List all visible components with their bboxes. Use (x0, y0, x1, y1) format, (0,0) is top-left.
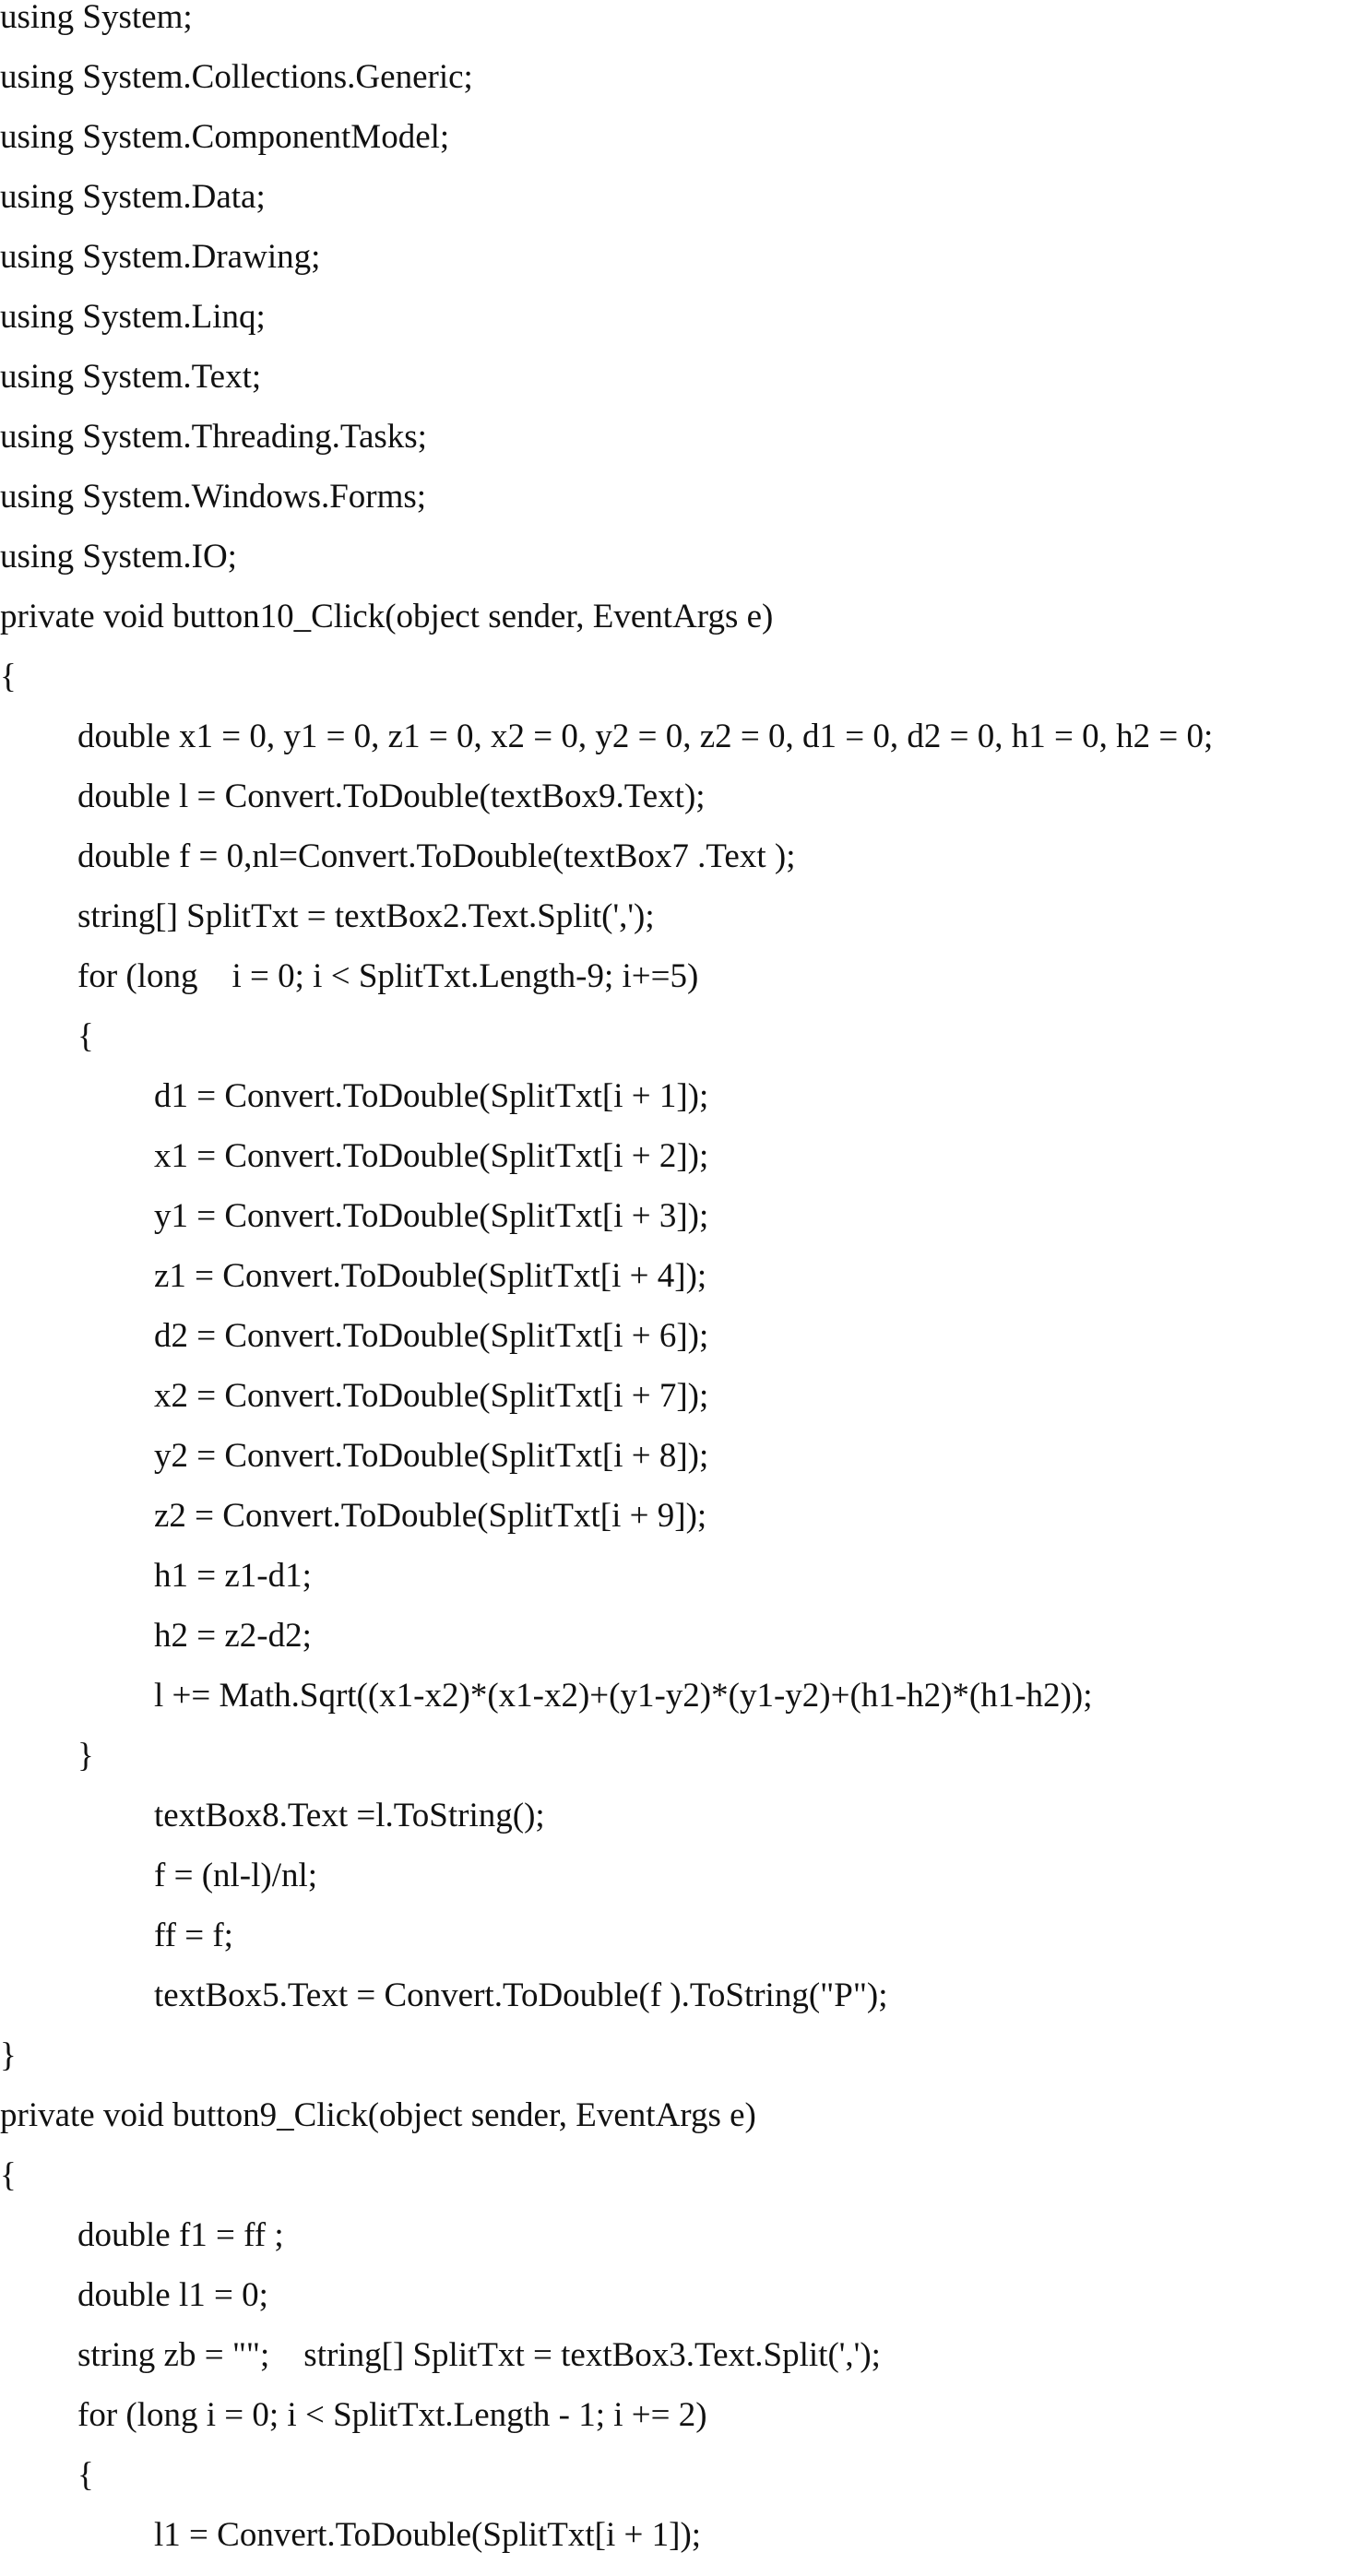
code-line (0, 1797, 1353, 1857)
code-line (0, 1677, 1353, 1737)
code-line (0, 0, 1353, 58)
code-line (0, 358, 1353, 418)
code-line-text: using System.Collections.Generic; (0, 58, 473, 96)
code-line-text: double f1 = ff ; (77, 2216, 284, 2254)
code-line-text: for (long i = 0; i < SplitTxt.Length-9; i+=5) (77, 957, 699, 995)
code-line-text: ff = f; (154, 1917, 233, 1954)
code-line (0, 837, 1353, 897)
code-line (0, 718, 1353, 778)
code-line-text: using System.Drawing; (0, 238, 321, 276)
code-line (0, 1077, 1353, 1137)
code-line-text: y2 = Convert.ToDouble(SplitTxt[i + 8]); (154, 1437, 709, 1475)
code-line-text: using System.Windows.Forms; (0, 478, 427, 516)
code-line-text: x2 = Convert.ToDouble(SplitTxt[i + 7]); (154, 1377, 709, 1415)
code-line-text: } (0, 2036, 17, 2074)
code-line (0, 897, 1353, 957)
code-line (0, 1497, 1353, 1557)
code-line (0, 2276, 1353, 2336)
code-line-text: double l = Convert.ToDouble(textBox9.Text); (77, 778, 706, 815)
code-line-text: textBox8.Text =l.ToString(); (154, 1797, 545, 1834)
code-line (0, 2096, 1353, 2156)
code-line-text: using System.Threading.Tasks; (0, 418, 427, 456)
code-line (0, 2516, 1353, 2576)
code-line-text: x1 = Convert.ToDouble(SplitTxt[i + 2]); (154, 1137, 709, 1175)
code-line (0, 1917, 1353, 1977)
code-line-text: h1 = z1-d1; (154, 1557, 312, 1595)
code-line (0, 1017, 1353, 1077)
code-line-text: using System.Text; (0, 358, 262, 396)
code-line (0, 1137, 1353, 1197)
code-line-text: string zb = ""; string[] SplitTxt = textBox3.Text.Split(','); (77, 2336, 881, 2374)
code-line-text: textBox5.Text = Convert.ToDouble(f ).ToString("P"); (154, 1977, 888, 2014)
code-line (0, 1377, 1353, 1437)
code-line (0, 1437, 1353, 1497)
code-line-text: { (0, 658, 17, 695)
code-line-text: using System.Data; (0, 178, 266, 216)
code-line (0, 2156, 1353, 2216)
code-line-text: l1 = Convert.ToDouble(SplitTxt[i + 1]); (154, 2516, 702, 2554)
code-line-text: private void button9_Click(object sender, EventArgs e) (0, 2096, 756, 2134)
code-line (0, 238, 1353, 298)
code-line-text: { (77, 1017, 94, 1055)
code-line (0, 178, 1353, 238)
code-line-text: for (long i = 0; i < SplitTxt.Length - 1; i += 2) (77, 2396, 707, 2434)
code-line-text: { (0, 2156, 17, 2194)
code-line-text: y1 = Convert.ToDouble(SplitTxt[i + 3]); (154, 1197, 709, 1235)
code-line (0, 418, 1353, 478)
code-line-text: d2 = Convert.ToDouble(SplitTxt[i + 6]); (154, 1317, 709, 1355)
code-line-text: private void button10_Click(object sender, EventArgs e) (0, 598, 774, 635)
code-line (0, 118, 1353, 178)
code-line-text: f = (nl-l)/nl; (154, 1857, 318, 1894)
code-line (0, 478, 1353, 538)
code-line (0, 2336, 1353, 2396)
code-line (0, 778, 1353, 837)
code-line (0, 2216, 1353, 2276)
code-line-text: string[] SplitTxt = textBox2.Text.Split(','); (77, 897, 655, 935)
code-line-text: l += Math.Sqrt((x1-x2)*(x1-x2)+(y1-y2)*(y1-y2)+(h1-h2)*(h1-h2)); (154, 1677, 1093, 1715)
code-line (0, 538, 1353, 598)
code-line (0, 658, 1353, 718)
code-line-text: using System.IO; (0, 538, 237, 576)
code-line (0, 1197, 1353, 1257)
code-line (0, 1617, 1353, 1677)
code-line (0, 598, 1353, 658)
code-line (0, 1977, 1353, 2036)
code-line-text: using System.ComponentModel; (0, 118, 450, 156)
code-line-text: using System.Linq; (0, 298, 266, 336)
code-line (0, 1317, 1353, 1377)
code-line (0, 1737, 1353, 1797)
code-line-text: h2 = z2-d2; (154, 1617, 312, 1655)
code-line (0, 2036, 1353, 2096)
code-line-text: { (77, 2456, 94, 2494)
code-line-text: double l1 = 0; (77, 2276, 268, 2314)
code-line-text: z1 = Convert.ToDouble(SplitTxt[i + 4]); (154, 1257, 707, 1295)
code-line-text: double f = 0,nl=Convert.ToDouble(textBox7 .Text ); (77, 837, 796, 875)
code-line-text: using System; (0, 0, 193, 36)
code-line (0, 2456, 1353, 2516)
code-line (0, 2396, 1353, 2456)
code-line-text: z2 = Convert.ToDouble(SplitTxt[i + 9]); (154, 1497, 707, 1535)
code-line (0, 1257, 1353, 1317)
code-line-text: } (77, 1737, 94, 1775)
code-line (0, 298, 1353, 358)
code-line (0, 957, 1353, 1017)
code-line-text: double x1 = 0, y1 = 0, z1 = 0, x2 = 0, y2 = 0, z2 = 0, d1 = 0, d2 = 0, h1 = 0, h2 = 0; (77, 718, 1214, 755)
code-line (0, 1857, 1353, 1917)
code-line (0, 58, 1353, 118)
code-line (0, 1557, 1353, 1617)
code-line-text: d1 = Convert.ToDouble(SplitTxt[i + 1]); (154, 1077, 709, 1115)
